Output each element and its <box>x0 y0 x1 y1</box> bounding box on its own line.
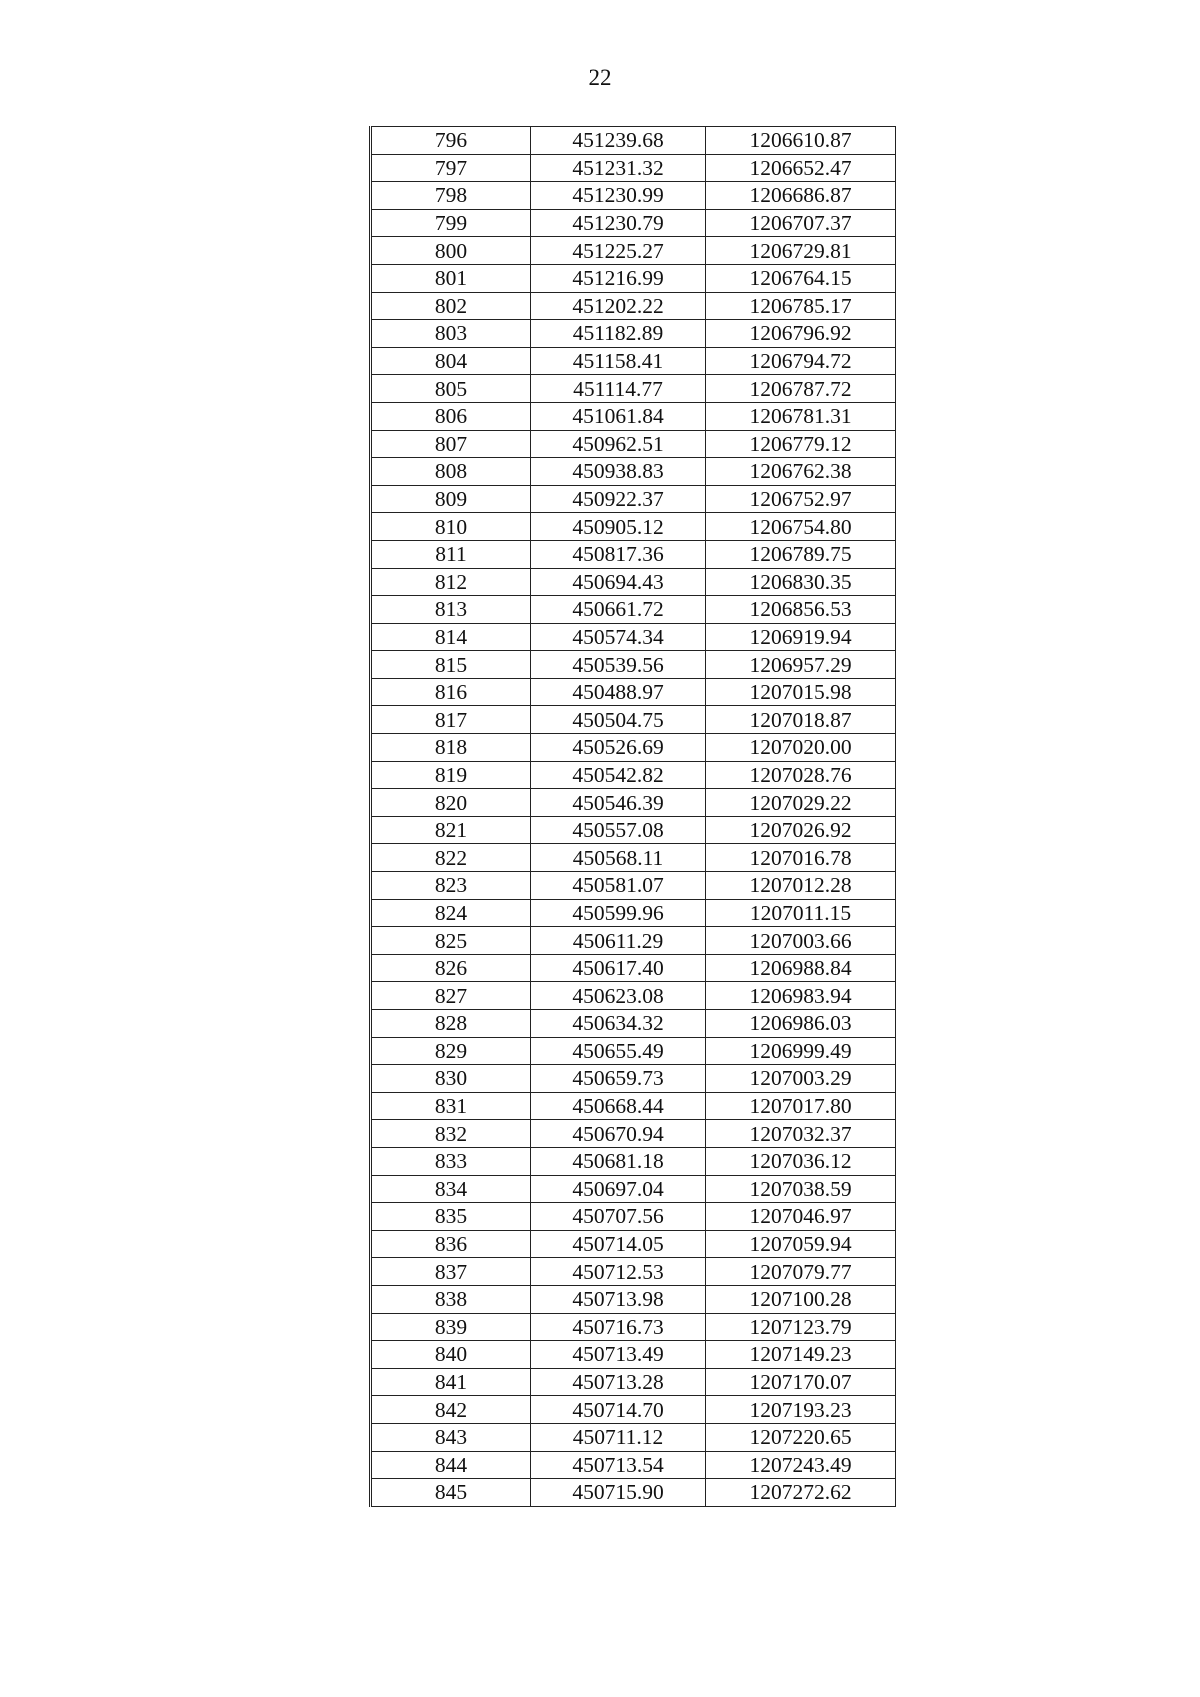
x-coordinate-cell: 450817.36 <box>531 540 706 568</box>
point-number-cell: 801 <box>371 264 531 292</box>
y-coordinate-cell: 1206919.94 <box>706 623 896 651</box>
x-coordinate-cell: 450694.43 <box>531 568 706 596</box>
x-coordinate-cell: 450962.51 <box>531 430 706 458</box>
point-number-cell: 833 <box>371 1147 531 1175</box>
table-row <box>371 540 896 568</box>
point-number-cell: 818 <box>371 734 531 762</box>
point-number-cell: 827 <box>371 982 531 1010</box>
y-coordinate-cell: 1207012.28 <box>706 872 896 900</box>
y-coordinate-cell: 1206988.84 <box>706 954 896 982</box>
point-number-cell: 828 <box>371 1010 531 1038</box>
point-number-cell: 805 <box>371 375 531 403</box>
point-number-cell: 837 <box>371 1258 531 1286</box>
y-coordinate-cell: 1207020.00 <box>706 734 896 762</box>
x-coordinate-cell: 450574.34 <box>531 623 706 651</box>
x-coordinate-cell: 450659.73 <box>531 1065 706 1093</box>
table-row <box>371 347 896 375</box>
x-coordinate-cell: 450697.04 <box>531 1175 706 1203</box>
x-coordinate-cell: 450714.05 <box>531 1230 706 1258</box>
table-row <box>371 182 896 210</box>
y-coordinate-cell: 1206983.94 <box>706 982 896 1010</box>
table-row <box>371 1479 896 1507</box>
point-number-cell: 813 <box>371 596 531 624</box>
x-coordinate-cell: 450713.54 <box>531 1451 706 1479</box>
table-row <box>371 789 896 817</box>
table-row <box>371 1341 896 1369</box>
table-row <box>371 1396 896 1424</box>
y-coordinate-cell: 1207149.23 <box>706 1341 896 1369</box>
x-coordinate-cell: 451182.89 <box>531 320 706 348</box>
table-row <box>371 264 896 292</box>
table-row <box>371 1258 896 1286</box>
point-number-cell: 817 <box>371 706 531 734</box>
x-coordinate-cell: 450546.39 <box>531 789 706 817</box>
x-coordinate-cell: 450568.11 <box>531 844 706 872</box>
point-number-cell: 840 <box>371 1341 531 1369</box>
y-coordinate-cell: 1206789.75 <box>706 540 896 568</box>
point-number-cell: 839 <box>371 1313 531 1341</box>
x-coordinate-cell: 450557.08 <box>531 816 706 844</box>
y-coordinate-cell: 1206830.35 <box>706 568 896 596</box>
point-number-cell: 825 <box>371 927 531 955</box>
y-coordinate-cell: 1207028.76 <box>706 761 896 789</box>
x-coordinate-cell: 450716.73 <box>531 1313 706 1341</box>
x-coordinate-cell: 450542.82 <box>531 761 706 789</box>
point-number-cell: 830 <box>371 1065 531 1093</box>
table-row <box>371 651 896 679</box>
table-row <box>371 1368 896 1396</box>
table-row <box>371 1230 896 1258</box>
point-number-cell: 812 <box>371 568 531 596</box>
y-coordinate-cell: 1207016.78 <box>706 844 896 872</box>
x-coordinate-cell: 450922.37 <box>531 485 706 513</box>
table-row <box>371 761 896 789</box>
y-coordinate-cell: 1206785.17 <box>706 292 896 320</box>
y-coordinate-cell: 1206707.37 <box>706 209 896 237</box>
table-row <box>371 1147 896 1175</box>
point-number-cell: 797 <box>371 154 531 182</box>
table-row <box>371 844 896 872</box>
point-number-cell: 804 <box>371 347 531 375</box>
table-row <box>371 1423 896 1451</box>
point-number-cell: 798 <box>371 182 531 210</box>
table-row <box>371 209 896 237</box>
y-coordinate-cell: 1207100.28 <box>706 1285 896 1313</box>
y-coordinate-cell: 1206610.87 <box>706 127 896 155</box>
point-number-cell: 831 <box>371 1092 531 1120</box>
x-coordinate-cell: 451158.41 <box>531 347 706 375</box>
y-coordinate-cell: 1206764.15 <box>706 264 896 292</box>
point-number-cell: 814 <box>371 623 531 651</box>
x-coordinate-cell: 451114.77 <box>531 375 706 403</box>
page-number: 22 <box>588 65 612 90</box>
point-number-cell: 844 <box>371 1451 531 1479</box>
y-coordinate-cell: 1207193.23 <box>706 1396 896 1424</box>
x-coordinate-cell: 450504.75 <box>531 706 706 734</box>
y-coordinate-cell: 1207026.92 <box>706 816 896 844</box>
y-coordinate-cell: 1206999.49 <box>706 1037 896 1065</box>
point-number-cell: 836 <box>371 1230 531 1258</box>
point-number-cell: 821 <box>371 816 531 844</box>
x-coordinate-cell: 451061.84 <box>531 402 706 430</box>
point-number-cell: 800 <box>371 237 531 265</box>
coordinate-table <box>369 126 896 1507</box>
table-row <box>371 1092 896 1120</box>
x-coordinate-cell: 451231.32 <box>531 154 706 182</box>
y-coordinate-cell: 1206794.72 <box>706 347 896 375</box>
table-row <box>371 458 896 486</box>
point-number-cell: 845 <box>371 1479 531 1507</box>
table-row <box>371 899 896 927</box>
point-number-cell: 807 <box>371 430 531 458</box>
point-number-cell: 843 <box>371 1423 531 1451</box>
x-coordinate-cell: 450938.83 <box>531 458 706 486</box>
x-coordinate-cell: 450670.94 <box>531 1120 706 1148</box>
point-number-cell: 835 <box>371 1203 531 1231</box>
y-coordinate-cell: 1206762.38 <box>706 458 896 486</box>
point-number-cell: 819 <box>371 761 531 789</box>
table-row <box>371 1010 896 1038</box>
x-coordinate-cell: 451216.99 <box>531 264 706 292</box>
x-coordinate-cell: 450681.18 <box>531 1147 706 1175</box>
x-coordinate-cell: 450655.49 <box>531 1037 706 1065</box>
x-coordinate-cell: 450599.96 <box>531 899 706 927</box>
point-number-cell: 816 <box>371 678 531 706</box>
y-coordinate-cell: 1206652.47 <box>706 154 896 182</box>
point-number-cell: 829 <box>371 1037 531 1065</box>
y-coordinate-cell: 1206752.97 <box>706 485 896 513</box>
table-row <box>371 485 896 513</box>
x-coordinate-cell: 450715.90 <box>531 1479 706 1507</box>
y-coordinate-cell: 1207018.87 <box>706 706 896 734</box>
y-coordinate-cell: 1207015.98 <box>706 678 896 706</box>
table-row <box>371 1120 896 1148</box>
x-coordinate-cell: 450634.32 <box>531 1010 706 1038</box>
y-coordinate-cell: 1207079.77 <box>706 1258 896 1286</box>
table-row <box>371 568 896 596</box>
x-coordinate-cell: 451202.22 <box>531 292 706 320</box>
table-row <box>371 154 896 182</box>
y-coordinate-cell: 1207038.59 <box>706 1175 896 1203</box>
y-coordinate-cell: 1207003.29 <box>706 1065 896 1093</box>
point-number-cell: 796 <box>371 127 531 155</box>
y-coordinate-cell: 1207036.12 <box>706 1147 896 1175</box>
x-coordinate-cell: 450668.44 <box>531 1092 706 1120</box>
table-row <box>371 127 896 155</box>
y-coordinate-cell: 1206729.81 <box>706 237 896 265</box>
table-row <box>371 320 896 348</box>
x-coordinate-cell: 450905.12 <box>531 513 706 541</box>
table-row <box>371 872 896 900</box>
table-row <box>371 402 896 430</box>
y-coordinate-cell: 1207032.37 <box>706 1120 896 1148</box>
y-coordinate-cell: 1207170.07 <box>706 1368 896 1396</box>
y-coordinate-cell: 1207123.79 <box>706 1313 896 1341</box>
y-coordinate-cell: 1207220.65 <box>706 1423 896 1451</box>
point-number-cell: 808 <box>371 458 531 486</box>
table-row <box>371 513 896 541</box>
y-coordinate-cell: 1206957.29 <box>706 651 896 679</box>
point-number-cell: 803 <box>371 320 531 348</box>
point-number-cell: 799 <box>371 209 531 237</box>
coordinate-table-body <box>371 127 896 1507</box>
x-coordinate-cell: 450623.08 <box>531 982 706 1010</box>
x-coordinate-cell: 450713.98 <box>531 1285 706 1313</box>
table-row <box>371 1451 896 1479</box>
y-coordinate-cell: 1206779.12 <box>706 430 896 458</box>
y-coordinate-cell: 1206796.92 <box>706 320 896 348</box>
x-coordinate-cell: 450488.97 <box>531 678 706 706</box>
table-row <box>371 375 896 403</box>
point-number-cell: 838 <box>371 1285 531 1313</box>
point-number-cell: 822 <box>371 844 531 872</box>
table-row <box>371 706 896 734</box>
x-coordinate-cell: 450712.53 <box>531 1258 706 1286</box>
table-row <box>371 1203 896 1231</box>
table-row <box>371 982 896 1010</box>
point-number-cell: 826 <box>371 954 531 982</box>
y-coordinate-cell: 1206686.87 <box>706 182 896 210</box>
x-coordinate-cell: 451230.99 <box>531 182 706 210</box>
table-row <box>371 1313 896 1341</box>
x-coordinate-cell: 450581.07 <box>531 872 706 900</box>
y-coordinate-cell: 1206787.72 <box>706 375 896 403</box>
table-row <box>371 1285 896 1313</box>
table-row <box>371 1037 896 1065</box>
point-number-cell: 842 <box>371 1396 531 1424</box>
x-coordinate-cell: 450713.49 <box>531 1341 706 1369</box>
y-coordinate-cell: 1206754.80 <box>706 513 896 541</box>
point-number-cell: 815 <box>371 651 531 679</box>
table-row <box>371 734 896 762</box>
y-coordinate-cell: 1206781.31 <box>706 402 896 430</box>
x-coordinate-cell: 451225.27 <box>531 237 706 265</box>
x-coordinate-cell: 451239.68 <box>531 127 706 155</box>
y-coordinate-cell: 1207272.62 <box>706 1479 896 1507</box>
table-row <box>371 623 896 651</box>
table-row <box>371 596 896 624</box>
point-number-cell: 810 <box>371 513 531 541</box>
point-number-cell: 832 <box>371 1120 531 1148</box>
table-row <box>371 430 896 458</box>
point-number-cell: 809 <box>371 485 531 513</box>
point-number-cell: 834 <box>371 1175 531 1203</box>
point-number-cell: 841 <box>371 1368 531 1396</box>
point-number-cell: 824 <box>371 899 531 927</box>
x-coordinate-cell: 450617.40 <box>531 954 706 982</box>
table-row <box>371 237 896 265</box>
y-coordinate-cell: 1206856.53 <box>706 596 896 624</box>
x-coordinate-cell: 450661.72 <box>531 596 706 624</box>
x-coordinate-cell: 450707.56 <box>531 1203 706 1231</box>
table-row <box>371 1175 896 1203</box>
y-coordinate-cell: 1207011.15 <box>706 899 896 927</box>
x-coordinate-cell: 450611.29 <box>531 927 706 955</box>
y-coordinate-cell: 1207003.66 <box>706 927 896 955</box>
table-row <box>371 954 896 982</box>
point-number-cell: 806 <box>371 402 531 430</box>
y-coordinate-cell: 1207029.22 <box>706 789 896 817</box>
y-coordinate-cell: 1207059.94 <box>706 1230 896 1258</box>
x-coordinate-cell: 450714.70 <box>531 1396 706 1424</box>
x-coordinate-cell: 451230.79 <box>531 209 706 237</box>
y-coordinate-cell: 1207046.97 <box>706 1203 896 1231</box>
y-coordinate-cell: 1206986.03 <box>706 1010 896 1038</box>
point-number-cell: 823 <box>371 872 531 900</box>
point-number-cell: 820 <box>371 789 531 817</box>
point-number-cell: 811 <box>371 540 531 568</box>
point-number-cell: 802 <box>371 292 531 320</box>
x-coordinate-cell: 450713.28 <box>531 1368 706 1396</box>
table-row <box>371 1065 896 1093</box>
table-row <box>371 816 896 844</box>
table-row <box>371 292 896 320</box>
table-row <box>371 927 896 955</box>
y-coordinate-cell: 1207017.80 <box>706 1092 896 1120</box>
table-row <box>371 678 896 706</box>
y-coordinate-cell: 1207243.49 <box>706 1451 896 1479</box>
x-coordinate-cell: 450711.12 <box>531 1423 706 1451</box>
x-coordinate-cell: 450539.56 <box>531 651 706 679</box>
x-coordinate-cell: 450526.69 <box>531 734 706 762</box>
